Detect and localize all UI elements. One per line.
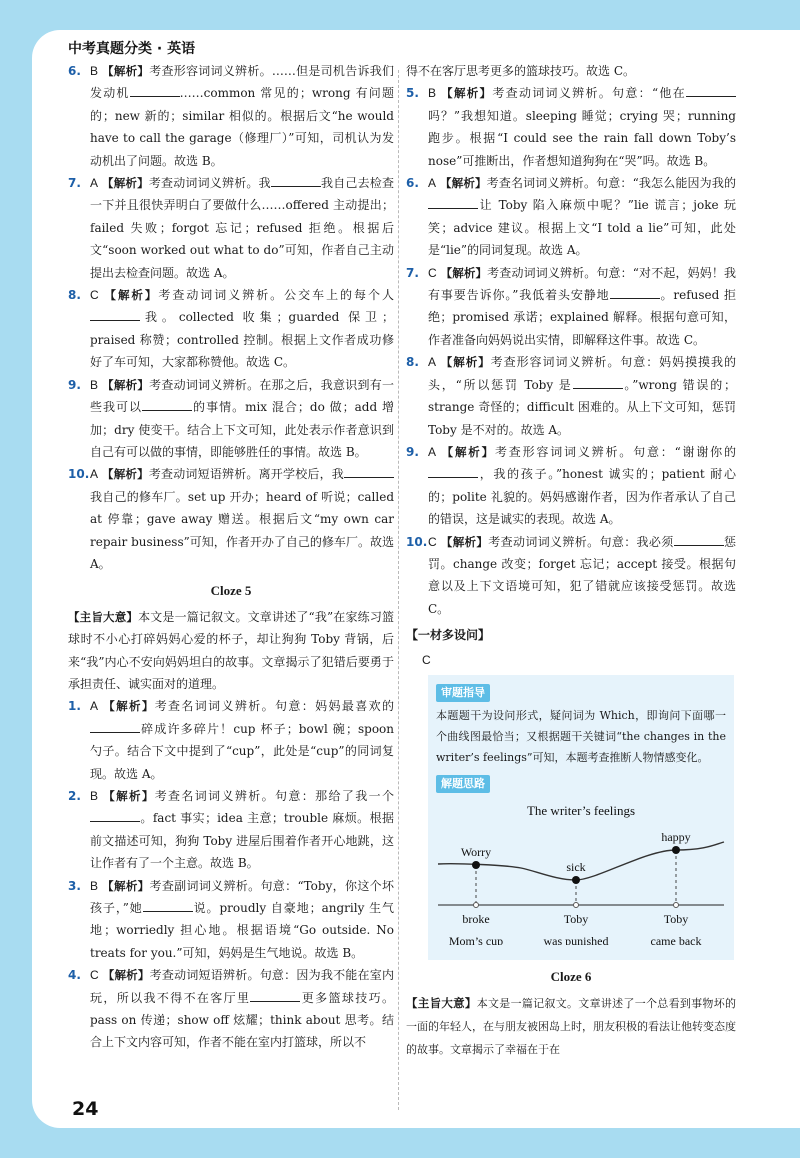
analysis-tag: 【解析】 bbox=[441, 86, 493, 101]
multi-question-answer: C bbox=[422, 652, 431, 667]
intro6-text: 本文是一篇记叙文。文章讲述了一个总看到事物坏的一面的年轻人，在与朋友被困岛上时，朋友积极的看法让他转变态度的故事。文章揭示了幸福在于在 bbox=[406, 996, 737, 1057]
continuation-text: 得不在客厅思考更多的篮球技巧。故选 C。 bbox=[406, 64, 635, 78]
feelings-chart bbox=[436, 795, 726, 945]
answer-blank bbox=[90, 308, 140, 321]
item-text: 我自己去检查一下并且很快弄明白了要做什么……offered 主动提出；failed 失败；forgot 忘记；refused 拒绝。根据后文“soon worked out what to do”可知，作者自己主动提出去检查问题。故选 A。 bbox=[90, 176, 394, 280]
answer-blank bbox=[428, 196, 478, 209]
item-text: 的事情。mix 混合；do 做；add 增加；dry 使变干。结合上下文可知，此处表示作者意识到自己有可以做的事情，即能够胜任的事情。故选 B。 bbox=[90, 400, 394, 459]
item-text: 惩罚。change 改变；forget 忘记；accept 接受。根据句意以及上下文语境可知，犯了错就应该接受惩罚。故选 C。 bbox=[428, 534, 736, 616]
answer-blank bbox=[130, 84, 180, 97]
analysis-tag: 【解析】 bbox=[440, 355, 491, 370]
item-answer: B bbox=[90, 377, 99, 392]
item-text: 考查形容词词义辨析。句意：妈妈摸摸我的头，“所以惩罚 Toby 是 bbox=[428, 355, 736, 392]
item-answer: A bbox=[428, 444, 437, 459]
category-label: came back bbox=[650, 933, 702, 945]
answer-item bbox=[406, 82, 736, 172]
item-text: 。fact 事实；idea 主意；trouble 麻烦。根据前文描述可知，狗狗 Toby 进屋后围着作者开心地跳，这让作者有了一个主意。故选 B。 bbox=[90, 811, 394, 871]
item-text: 让 Toby 陷入麻烦中呢？”lie 谎言；joke 玩笑；advice 建议。根据上文“I told a lie”可知，此处是“lie”的同词复现。故选 A。 bbox=[428, 198, 736, 258]
item-answer: C bbox=[90, 968, 99, 983]
item-text: 考查动词短语辨析。离开学校后，我 bbox=[148, 467, 344, 482]
data-point bbox=[472, 861, 480, 869]
right-items-a bbox=[406, 82, 736, 620]
analysis-tag: 【解析】 bbox=[102, 64, 150, 78]
left-column bbox=[68, 60, 394, 1054]
item-text: 吗？”我想知道。sleeping 睡觉；crying 哭；running 跑步。根据“I could see the rain fall down Toby’s nose”可推断出，作者想知道狗狗在“哭”吗。故选 B。 bbox=[428, 108, 736, 168]
answer-item bbox=[406, 172, 736, 262]
item-number: 10. bbox=[406, 534, 428, 549]
page-number: 24 bbox=[72, 1098, 99, 1120]
multi-question-title: 【一材多设问】 bbox=[406, 628, 491, 643]
point-label: happy bbox=[661, 829, 691, 844]
right-column bbox=[406, 60, 736, 1062]
category-label: Mom’s cup bbox=[448, 933, 504, 945]
answer-blank bbox=[143, 899, 193, 912]
solve-tag: 解题思路 bbox=[436, 775, 490, 793]
item-number: 3. bbox=[68, 878, 81, 893]
analysis-tag: 【解析】 bbox=[102, 377, 150, 392]
item-answer: B bbox=[90, 789, 99, 803]
item-text: 考查名词词义辨析。句意：妈妈最喜欢的 bbox=[154, 699, 394, 714]
data-point bbox=[672, 846, 680, 854]
answer-blank bbox=[573, 376, 623, 389]
item-number: 7. bbox=[68, 176, 81, 191]
analysis-tag: 【解析】 bbox=[104, 288, 159, 303]
item-text: 考查动词词义辨析。句意：“对不起，妈妈！我有事要告诉你。”我低着头安静地 bbox=[428, 265, 736, 303]
analysis-tag: 【解析】 bbox=[102, 176, 149, 191]
analysis-tag: 【解析】 bbox=[102, 878, 150, 893]
item-text: ，我的孩子。”honest 诚实的；patient 耐心的；polite 礼貌的。妈妈感谢作者，因为作者承认了自己的错误，这是诚实的表现。故选 A。 bbox=[428, 467, 736, 527]
item-answer: A bbox=[90, 699, 99, 714]
item-answer: A bbox=[428, 355, 437, 370]
answer-item bbox=[406, 531, 736, 621]
cloze6-title: Cloze 6 bbox=[550, 969, 592, 985]
item-number: 5. bbox=[406, 86, 419, 101]
item-answer: A bbox=[90, 467, 99, 482]
analysis-tag: 【解析】 bbox=[440, 176, 487, 191]
cloze6-intro bbox=[406, 992, 736, 1062]
chart-title: The writer’s feelings bbox=[526, 802, 636, 818]
item-number: 10. bbox=[68, 467, 90, 482]
item-answer: A bbox=[90, 176, 99, 191]
answer-item bbox=[68, 964, 394, 1054]
axis-marker bbox=[574, 902, 579, 907]
item-text: 考查名词词义辨析。句意：“我怎么能因为我的 bbox=[486, 176, 737, 191]
analysis-tag: 【解析】 bbox=[103, 699, 155, 714]
answer-item bbox=[68, 284, 394, 374]
item-text: 考查形容词词义辨析。……但是司机告诉我们发动机 bbox=[90, 64, 394, 101]
guide-box bbox=[428, 675, 734, 960]
item-number: 2. bbox=[68, 789, 81, 803]
item-text: 考查动词词义辨析。句意：“他在 bbox=[492, 86, 686, 101]
item-text: 考查动词词义辨析。在那之后，我意识到有一些我可以 bbox=[90, 377, 394, 415]
item-text: 考查形容词词义辨析。句意：“谢谢你的 bbox=[494, 444, 736, 459]
item-number: 4. bbox=[68, 968, 81, 983]
item-number: 8. bbox=[68, 288, 81, 303]
item-answer: A bbox=[428, 176, 437, 191]
answer-item bbox=[68, 785, 394, 875]
answer-blank bbox=[271, 174, 321, 187]
answer-item bbox=[68, 172, 394, 284]
page-header: 中考真题分类 · 英语 bbox=[68, 41, 196, 57]
item-text: 。refused 拒绝；promised 承诺；explained 解释。根据句意可知，作者准备向妈妈说出实情，即解释这件事。故选 C。 bbox=[428, 288, 737, 347]
intro6-tag: 【主旨大意】 bbox=[406, 995, 477, 1010]
item-answer: B bbox=[428, 86, 437, 101]
item-answer: B bbox=[90, 878, 99, 893]
answer-blank bbox=[428, 465, 478, 478]
item-number: 9. bbox=[68, 377, 81, 392]
cloze5-title: Cloze 5 bbox=[210, 583, 252, 599]
item-text: ……common 常见的；wrong 有问题的；new 新的；similar 相似的。根据后文“he would have to call the garage（修理厂）”可知，司机认为发动机出了问题。故选 B。 bbox=[90, 86, 394, 168]
answer-item bbox=[68, 463, 394, 575]
item-number: 8. bbox=[406, 355, 419, 370]
analysis-tag: 【解析】 bbox=[440, 534, 489, 549]
item-text: 更多篮球技巧。pass on 传递；show off 炫耀；think about 思考。结合上下文内容可知，作者不能在室内打篮球，所以不 bbox=[90, 990, 394, 1050]
category-label: Toby bbox=[663, 911, 689, 926]
item-text: 考查名词词义辨析。句意：那给了我一个 bbox=[154, 789, 394, 803]
answer-item bbox=[406, 262, 736, 352]
answer-item bbox=[406, 441, 736, 531]
data-point bbox=[572, 876, 580, 884]
intro-text: 本文是一篇记叙文。文章讲述了“我”在家练习篮球时不小心打碎妈妈心爱的杯子，却让狗狗 Toby 背锅，后来“我”内心不安向妈妈坦白的故事。文章揭示了犯错后要勇于承担责任、诚实面对的道理。 bbox=[68, 609, 395, 691]
item-text: 考查副词词义辨析。句意：“Toby，你这个坏孩子，”她 bbox=[90, 878, 394, 916]
analysis-tag: 【解析】 bbox=[441, 444, 495, 459]
item-text: 说。proudly 自豪地；angrily 生气地；worriedly 担心地。根据语境“Go outside. No treats for you.”可知，妈妈是生气地说。故选 B。 bbox=[90, 901, 395, 960]
point-label: Worry bbox=[460, 844, 492, 859]
answer-item bbox=[68, 60, 394, 172]
item-number: 6. bbox=[68, 64, 81, 78]
left-items-a bbox=[68, 60, 394, 575]
answer-blank bbox=[250, 989, 300, 1002]
item-number: 6. bbox=[406, 176, 419, 191]
axis-marker bbox=[674, 902, 679, 907]
item-number: 1. bbox=[68, 699, 81, 714]
analysis-tag: 【解析】 bbox=[102, 467, 149, 482]
intro-tag: 【主旨大意】 bbox=[68, 609, 139, 624]
item-answer: C bbox=[428, 265, 437, 280]
item-text: 考查动词词义辨析。我 bbox=[148, 176, 271, 191]
guide-text: 本题题干为设问形式，疑问词为 Which，即询问下面哪一个曲线图最恰当；又根据题干关键词“the changes in the writer’s feelings”可知，本题考查推断人物情感变化。 bbox=[436, 709, 726, 765]
answer-blank bbox=[90, 720, 140, 733]
axis-marker bbox=[474, 902, 479, 907]
answer-blank bbox=[344, 465, 394, 478]
item-number: 9. bbox=[406, 444, 419, 459]
category-label: was punished bbox=[543, 933, 609, 945]
answer-item bbox=[406, 351, 736, 441]
item-text: 考查动词词义辨析。公交车上的每个人 bbox=[158, 288, 394, 303]
item-text: 考查动词短语辨析。句意：因为我不能在室内玩，所以我不得不在客厅里 bbox=[90, 968, 394, 1005]
item-answer: C bbox=[428, 534, 437, 549]
item-answer: C bbox=[90, 288, 99, 303]
analysis-tag: 【解析】 bbox=[102, 968, 150, 983]
guide-tag: 审题指导 bbox=[436, 684, 490, 702]
left-items-b bbox=[68, 695, 394, 1054]
analysis-tag: 【解析】 bbox=[440, 265, 488, 280]
answer-blank bbox=[90, 809, 140, 822]
answer-item bbox=[68, 695, 394, 785]
column-divider bbox=[398, 70, 399, 1110]
item-answer: B bbox=[90, 64, 99, 78]
answer-blank bbox=[686, 84, 736, 97]
category-label: broke bbox=[462, 911, 490, 926]
cloze5-intro bbox=[68, 606, 394, 696]
item-number: 7. bbox=[406, 265, 419, 280]
answer-blank bbox=[674, 533, 724, 546]
item-text: 碎成许多碎片！cup 杯子；bowl 碗；spoon 勺子。结合下文中提到了“cup”，此处是“cup”的同词复现。故选 A。 bbox=[90, 721, 394, 781]
category-label: Toby bbox=[563, 911, 589, 926]
analysis-tag: 【解析】 bbox=[103, 789, 155, 803]
answer-item bbox=[68, 374, 394, 464]
answer-blank bbox=[142, 398, 192, 411]
item-text: 我自己的修车厂。set up 开办；heard of 听说；called at 停靠；gave away 赠送。根据后文“my own car repair business”可知，作者开办了自己的修车厂。故选 A。 bbox=[90, 489, 394, 571]
item-text: 。”wrong 错误的；strange 奇怪的；difficult 困难的。从上下文可知，惩罚 Toby 是不对的。故选 A。 bbox=[428, 377, 736, 437]
page bbox=[32, 30, 800, 1128]
answer-blank bbox=[610, 286, 660, 299]
item-text: 我。collected 收集；guarded 保卫；praised 称赞；controlled 控制。根据上文作者成功修好了车可知，大家都称赞他。故选 C。 bbox=[90, 310, 394, 370]
item-text: 考查动词词义辨析。句意：我必须 bbox=[488, 534, 674, 549]
answer-item bbox=[68, 875, 394, 965]
point-label: sick bbox=[566, 859, 586, 874]
